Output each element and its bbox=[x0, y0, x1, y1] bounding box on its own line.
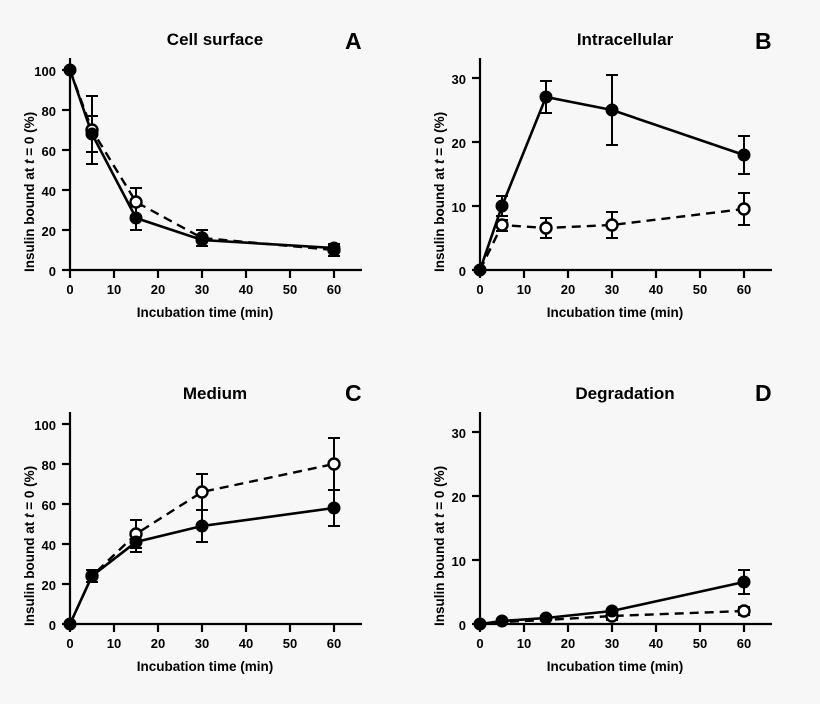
svg-text:20: 20 bbox=[150, 636, 166, 651]
svg-text:30: 30 bbox=[451, 72, 466, 87]
svg-text:100: 100 bbox=[34, 418, 56, 433]
svg-text:60: 60 bbox=[736, 636, 752, 651]
svg-text:10: 10 bbox=[516, 282, 532, 297]
svg-text:50: 50 bbox=[692, 636, 708, 651]
svg-text:50: 50 bbox=[282, 282, 298, 297]
svg-text:10: 10 bbox=[106, 636, 122, 651]
panel-b bbox=[410, 0, 820, 352]
svg-text:80: 80 bbox=[41, 104, 56, 119]
svg-text:20: 20 bbox=[451, 136, 466, 151]
panel-d-title: Degradation bbox=[575, 384, 675, 403]
svg-text:100: 100 bbox=[34, 64, 56, 79]
svg-text:40: 40 bbox=[648, 282, 664, 297]
panel-d bbox=[410, 352, 820, 704]
panel-d-xlabel: Incubation time (min) bbox=[546, 659, 684, 674]
svg-text:40: 40 bbox=[41, 184, 56, 199]
svg-text:40: 40 bbox=[238, 282, 254, 297]
svg-text:10: 10 bbox=[451, 200, 466, 215]
svg-text:60: 60 bbox=[736, 282, 752, 297]
panel-a-title: Cell surface bbox=[166, 30, 264, 49]
panel-a-ylabel: Insulin bound at t = 0 (%) bbox=[22, 111, 37, 272]
panel-d-letter: D bbox=[755, 380, 772, 406]
svg-text:20: 20 bbox=[560, 636, 576, 651]
svg-text:0: 0 bbox=[458, 618, 466, 633]
svg-text:20: 20 bbox=[451, 490, 466, 505]
svg-text:30: 30 bbox=[194, 636, 210, 651]
panel-a-xlabel: Incubation time (min) bbox=[136, 305, 274, 320]
svg-text:0: 0 bbox=[48, 618, 56, 633]
svg-text:40: 40 bbox=[648, 636, 664, 651]
svg-text:80: 80 bbox=[41, 458, 56, 473]
panel-b-ylabel: Insulin bound at t = 0 (%) bbox=[432, 111, 447, 272]
svg-text:20: 20 bbox=[150, 282, 166, 297]
svg-text:10: 10 bbox=[516, 636, 532, 651]
svg-text:60: 60 bbox=[326, 282, 342, 297]
svg-text:60: 60 bbox=[41, 498, 56, 513]
svg-text:0: 0 bbox=[66, 636, 74, 651]
panel-a bbox=[0, 0, 410, 352]
svg-text:20: 20 bbox=[41, 578, 56, 593]
svg-text:60: 60 bbox=[326, 636, 342, 651]
svg-text:30: 30 bbox=[451, 426, 466, 441]
svg-text:0: 0 bbox=[476, 636, 484, 651]
panel-c-ylabel: Insulin bound at t = 0 (%) bbox=[22, 465, 37, 626]
panel-c bbox=[0, 352, 410, 704]
panel-b-letter: B bbox=[755, 28, 772, 54]
svg-text:0: 0 bbox=[66, 282, 74, 297]
svg-text:50: 50 bbox=[282, 636, 298, 651]
svg-text:60: 60 bbox=[41, 144, 56, 159]
panel-b-title: Intracellular bbox=[576, 30, 674, 49]
panel-b-xlabel: Incubation time (min) bbox=[546, 305, 684, 320]
panel-c-letter: C bbox=[345, 380, 362, 406]
svg-text:20: 20 bbox=[41, 224, 56, 239]
svg-text:0: 0 bbox=[476, 282, 484, 297]
panel-d-ylabel: Insulin bound at t = 0 (%) bbox=[432, 465, 447, 626]
svg-text:50: 50 bbox=[692, 282, 708, 297]
panel-c-title: Medium bbox=[182, 384, 248, 403]
svg-text:40: 40 bbox=[238, 636, 254, 651]
svg-text:10: 10 bbox=[106, 282, 122, 297]
panel-a-letter: A bbox=[345, 28, 362, 54]
svg-text:30: 30 bbox=[604, 636, 620, 651]
panel-c-xlabel: Incubation time (min) bbox=[136, 659, 274, 674]
svg-text:30: 30 bbox=[194, 282, 210, 297]
svg-text:40: 40 bbox=[41, 538, 56, 553]
svg-text:30: 30 bbox=[604, 282, 620, 297]
svg-text:10: 10 bbox=[451, 554, 466, 569]
svg-text:20: 20 bbox=[560, 282, 576, 297]
svg-text:0: 0 bbox=[458, 264, 466, 279]
svg-text:0: 0 bbox=[48, 264, 56, 279]
